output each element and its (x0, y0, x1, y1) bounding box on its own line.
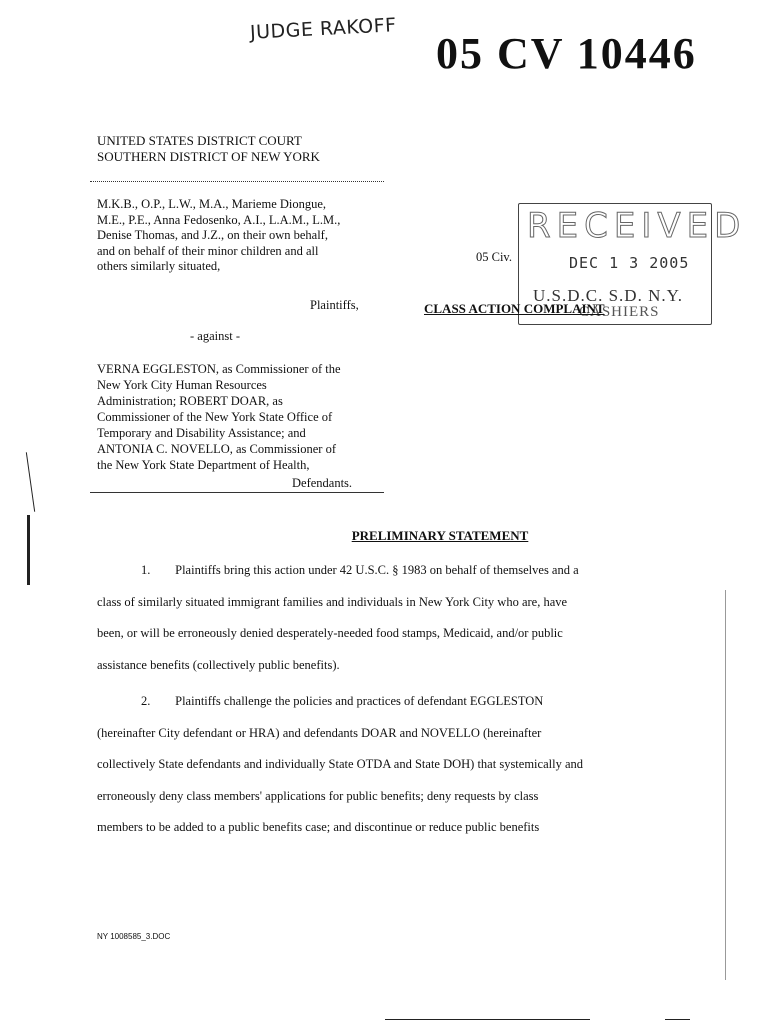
court-name (97, 133, 320, 165)
scan-artifact (26, 452, 35, 512)
heading-text: PRELIMINARY STATEMENT (351, 528, 529, 543)
paragraph-line: assistance benefits (collectively public benefits). (97, 657, 340, 672)
bottom-scan-rule (385, 1019, 590, 1020)
scan-artifact (725, 590, 726, 980)
defendants-label: Defendants. (292, 476, 353, 490)
defendants-line: Commissioner of the New York State Office of (97, 410, 333, 424)
paragraph-line: members to be added to a public benefits case; and discontinue or reduce public benefits (97, 820, 540, 834)
plaintiffs-line: Denise Thomas, and J.Z., on their own behalf, (97, 228, 328, 242)
defendants-line: VERNA EGGLESTON, as Commissioner of the (97, 362, 341, 376)
caption-top-rule (90, 181, 384, 182)
defendants-caption (97, 361, 387, 473)
defendants-line: New York City Human Resources (97, 378, 267, 392)
paragraph-2 (97, 686, 637, 844)
paragraph-line: been, or will be erroneously denied desperately-needed food stamps, Medicaid, and/or public (97, 626, 563, 640)
civil-number-label: 05 Civ. (476, 250, 512, 264)
paragraph-line (97, 686, 637, 718)
paragraph-number: 2. (141, 694, 151, 708)
plaintiffs-label: Plaintiffs, (310, 298, 359, 312)
stamp-office: CASHIERS (579, 304, 660, 320)
paragraph-1 (97, 555, 637, 681)
stamp-court: U.S.D.C. S.D. N.Y. (533, 286, 683, 305)
plaintiffs-line: and on behalf of their minor children and all (97, 243, 319, 258)
paragraph-line (97, 555, 637, 587)
docket-number-stamp: 05 CV 10446 (436, 29, 697, 78)
stamp-received-text: RECEIVED (527, 206, 747, 246)
paragraph-line: (hereinafter City defendant or HRA) and defendants DOAR and NOVELLO (hereinafter (97, 725, 542, 740)
paragraph-line: erroneously deny class members' applications for public benefits; deny requests by class (97, 788, 539, 803)
plaintiffs-line: M.K.B., O.P., L.W., M.A., Marieme Diongue, (97, 197, 327, 211)
court-name-line-1: UNITED STATES DISTRICT COURT (97, 133, 302, 148)
paragraph-line: class of similarly situated immigrant families and individuals in New York City who are, have (97, 594, 568, 609)
defendants-line: the New York State Department of Health, (97, 458, 310, 472)
defendants-line: Temporary and Disability Assistance; and (97, 426, 306, 440)
document-footer-id: NY 1008585_3.DOC (97, 932, 171, 941)
plaintiffs-line: M.E., P.E., Anna Fedosenko, A.I., L.A.M., L.M., (97, 212, 341, 227)
bottom-scan-rule (665, 1019, 690, 1020)
paragraph-line: collectively State defendants and individually State OTDA and State DOH) that systemically and (97, 757, 583, 771)
paragraph-number: 1. (141, 563, 151, 577)
court-name-line-2: SOUTHERN DISTRICT OF NEW YORK (97, 149, 320, 164)
paragraph-text: Plaintiffs challenge the policies and practices of defendant EGGLESTON (175, 694, 544, 708)
against-label: - against - (190, 329, 240, 343)
stamp-date: DEC 1 3 2005 (569, 254, 690, 272)
document-type: CLASS ACTION COMPLAINT (424, 301, 605, 316)
plaintiffs-caption (97, 197, 387, 275)
caption-bottom-rule (90, 492, 384, 493)
handwritten-judge-note: JUDGE RAKOFF (249, 14, 398, 44)
plaintiffs-line: others similarly situated, (97, 259, 221, 273)
defendants-line: Administration; ROBERT DOAR, as (97, 394, 283, 408)
defendants-line: ANTONIA C. NOVELLO, as Commissioner of (97, 442, 336, 456)
paragraph-text: Plaintiffs bring this action under 42 U.S.C. § 1983 on behalf of themselves and a (175, 563, 579, 577)
preliminary-statement-heading (0, 528, 770, 544)
scan-artifact (27, 515, 30, 585)
